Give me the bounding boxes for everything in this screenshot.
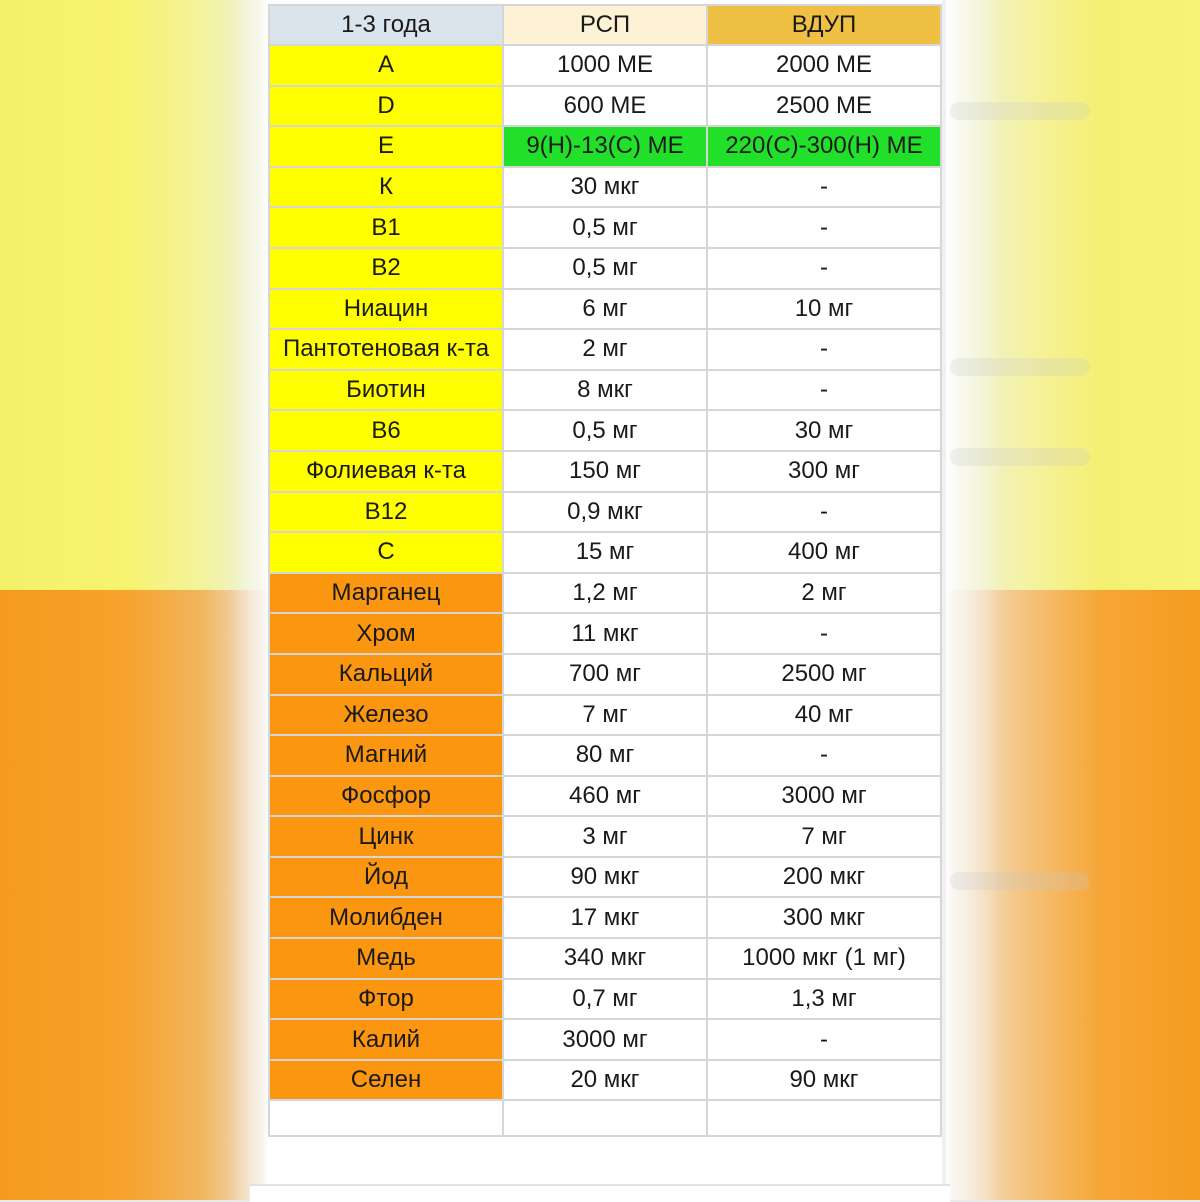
nutrient-name-cell[interactable]: Йод [269,857,503,898]
nutrient-name-cell[interactable]: E [269,126,503,167]
nutrient-name-cell[interactable]: Ниацин [269,289,503,330]
header-vdup-cell[interactable]: ВДУП [707,5,941,45]
vdup-value-cell[interactable]: - [707,613,941,654]
nutrient-name-cell[interactable]: Магний [269,735,503,776]
nutrient-name-cell[interactable]: Фосфор [269,776,503,817]
nutrient-name-cell[interactable]: A [269,45,503,86]
rsp-value-cell[interactable]: 2 мг [503,329,707,370]
mineral-row [269,979,941,1020]
background-fade-right [944,0,1004,1200]
vitamin-row [269,86,941,127]
nutrient-name-cell[interactable]: Фтор [269,979,503,1020]
mineral-row [269,654,941,695]
rsp-value-cell[interactable]: 20 мкг [503,1060,707,1101]
rsp-value-cell[interactable]: 6 мг [503,289,707,330]
vdup-value-cell[interactable]: 2000 МЕ [707,45,941,86]
rsp-value-cell[interactable]: 0,5 мг [503,207,707,248]
rsp-value-cell[interactable]: 11 мкг [503,613,707,654]
rsp-value-cell[interactable]: 460 мг [503,776,707,817]
rsp-value-cell[interactable]: 17 мкг [503,897,707,938]
vdup-value-cell[interactable]: 200 мкг [707,857,941,898]
vitamin-row [269,451,941,492]
nutrient-name-cell[interactable]: Калий [269,1019,503,1060]
vdup-value-cell[interactable]: - [707,1019,941,1060]
vitamin-row [269,45,941,86]
header-row [269,5,941,45]
vdup-value-cell[interactable]: 400 мг [707,532,941,573]
vdup-value-cell[interactable]: 2500 МЕ [707,86,941,127]
rsp-value-cell[interactable]: 340 мкг [503,938,707,979]
vdup-value-cell[interactable]: 30 мг [707,410,941,451]
header-rsp-cell[interactable]: РСП [503,5,707,45]
rsp-value-cell[interactable]: 3000 мг [503,1019,707,1060]
vdup-value-cell[interactable]: 2 мг [707,573,941,614]
rsp-value-cell[interactable]: 90 мкг [503,857,707,898]
vdup-value-cell[interactable]: 300 мг [707,451,941,492]
vdup-value-cell[interactable]: 3000 мг [707,776,941,817]
vdup-value-cell[interactable]: - [707,167,941,208]
vdup-value-cell[interactable]: 90 мкг [707,1060,941,1101]
mineral-row [269,857,941,898]
vitamin-row [269,248,941,289]
sheet-edge [942,0,946,1200]
nutrient-name-cell[interactable]: Кальций [269,654,503,695]
mineral-row [269,613,941,654]
vdup-value-cell[interactable]: - [707,248,941,289]
vdup-value-cell[interactable]: 220(С)-300(Н) МЕ [707,126,941,167]
nutrient-name-cell[interactable]: Марганец [269,573,503,614]
nutrient-name-cell[interactable]: Пантотеновая к-та [269,329,503,370]
rsp-value-cell[interactable]: 30 мкг [503,167,707,208]
nutrient-name-cell[interactable]: В2 [269,248,503,289]
vdup-value-cell[interactable]: 40 мг [707,695,941,736]
nutrient-table [268,4,942,1137]
mineral-row [269,816,941,857]
vitamin-row [269,167,941,208]
nutrient-name-cell[interactable]: Железо [269,695,503,736]
nutrient-name-cell[interactable]: Фолиевая к-та [269,451,503,492]
rsp-value-cell[interactable]: 0,5 мг [503,248,707,289]
vdup-value-cell[interactable]: - [707,207,941,248]
spreadsheet [268,0,944,1200]
vdup-value-cell[interactable]: - [707,329,941,370]
nutrient-name-cell[interactable]: Медь [269,938,503,979]
sheet-bottom-strip [250,1184,950,1202]
background-blur-line [950,102,1090,120]
rsp-value-cell[interactable]: 0,5 мг [503,410,707,451]
vitamin-row [269,289,941,330]
nutrient-name-cell[interactable]: Цинк [269,816,503,857]
vdup-value-cell[interactable]: 7 мг [707,816,941,857]
rsp-value-cell[interactable]: 700 мг [503,654,707,695]
rsp-value-cell[interactable]: 80 мг [503,735,707,776]
vitamin-row [269,329,941,370]
rsp-value-cell[interactable]: 7 мг [503,695,707,736]
rsp-value-cell[interactable]: 0,7 мг [503,979,707,1020]
rsp-value-cell[interactable]: 150 мг [503,451,707,492]
nutrient-name-cell[interactable]: Хром [269,613,503,654]
nutrient-name-cell[interactable]: С [269,532,503,573]
nutrient-name-cell[interactable]: В12 [269,492,503,533]
nutrient-name-cell[interactable]: Молибден [269,897,503,938]
empty-cell[interactable] [503,1100,707,1136]
background-blur-line [950,358,1090,376]
vdup-value-cell[interactable]: - [707,492,941,533]
background-blur-line [950,872,1090,890]
mineral-row [269,735,941,776]
nutrient-name-cell[interactable]: В6 [269,410,503,451]
rsp-value-cell[interactable]: 0,9 мкг [503,492,707,533]
rsp-value-cell[interactable]: 1,2 мг [503,573,707,614]
vitamin-row [269,410,941,451]
rsp-value-cell[interactable]: 15 мг [503,532,707,573]
nutrient-name-cell[interactable]: D [269,86,503,127]
mineral-row [269,1060,941,1101]
vitamin-row [269,492,941,533]
nutrient-name-cell[interactable]: Биотин [269,370,503,411]
mineral-row [269,897,941,938]
nutrient-name-cell[interactable]: К [269,167,503,208]
rsp-value-cell[interactable]: 3 мг [503,816,707,857]
background-fade-left [230,0,270,1200]
mineral-row [269,776,941,817]
vitamin-row [269,532,941,573]
mineral-row [269,1019,941,1060]
empty-cell[interactable] [269,1100,503,1136]
empty-cell[interactable] [707,1100,941,1136]
rsp-value-cell[interactable]: 600 МЕ [503,86,707,127]
vdup-value-cell[interactable]: - [707,370,941,411]
vdup-value-cell[interactable]: 1,3 мг [707,979,941,1020]
header-age-cell[interactable]: 1-3 года [269,5,503,45]
empty-row [269,1100,941,1136]
vdup-value-cell[interactable]: 10 мг [707,289,941,330]
vdup-value-cell[interactable]: 300 мкг [707,897,941,938]
vitamin-row [269,207,941,248]
vdup-value-cell[interactable]: 2500 мг [707,654,941,695]
vitamin-row [269,126,941,167]
rsp-value-cell[interactable]: 8 мкг [503,370,707,411]
background-blur-line [950,448,1090,466]
mineral-row [269,573,941,614]
nutrient-name-cell[interactable]: Селен [269,1060,503,1101]
rsp-value-cell[interactable]: 9(Н)-13(С) МЕ [503,126,707,167]
vitamin-row [269,370,941,411]
vdup-value-cell[interactable]: 1000 мкг (1 мг) [707,938,941,979]
mineral-row [269,695,941,736]
mineral-row [269,938,941,979]
nutrient-name-cell[interactable]: В1 [269,207,503,248]
rsp-value-cell[interactable]: 1000 МЕ [503,45,707,86]
vdup-value-cell[interactable]: - [707,735,941,776]
